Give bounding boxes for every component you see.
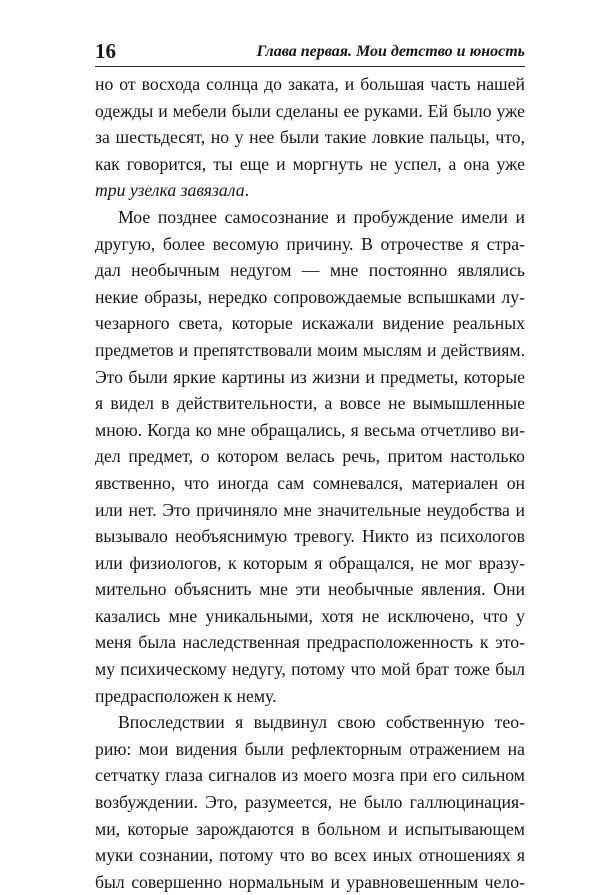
text-line: Это были яркие картины из жизни и предметы, которые: [95, 366, 525, 387]
text-line: некие образы, нередко сопровождаемые вспышками лу-: [95, 286, 525, 307]
paragraph-1: [95, 71, 525, 204]
text-line: явственно, что иногда сам сомневался, материален он: [95, 472, 525, 493]
text-line: или нет. Это причиняло мне значительные неудобства и: [95, 499, 525, 520]
text-line: Мое позднее самосознание и пробуждение имели и: [118, 206, 525, 227]
text-line: дел предмет, о котором велась речь, притом настолько: [95, 446, 525, 467]
text-line: за шестьдесят, но у нее были такие ловкие пальцы, что,: [95, 127, 525, 148]
text-line: или физиологов, к которым я обращался, не мог вразу-: [95, 552, 525, 573]
text-line: сетчатку глаза сигналов из моего мозга при его сильном: [95, 765, 525, 786]
text-line: но от восхода солнца до заката, и большая часть нашей: [95, 74, 525, 94]
text-line: чезарного света, которые искажали видение реальных: [95, 313, 525, 334]
text-line: меня была наследственная предрасположенность к это-: [95, 632, 525, 653]
text-line: другую, более весомую причину. В отрочестве я стра-: [95, 233, 525, 254]
text-line: муки сознании, потому что во всех иных отношениях я: [95, 845, 525, 866]
text-line: вызывало необъяснимую тревогу. Никто из психологов: [95, 526, 525, 547]
text-line: как говорится, ты еще и моргнуть не успел, а она уже: [95, 153, 525, 174]
text-line: я видел в действительности, а вовсе не вымышленные: [95, 393, 525, 414]
text-line: был совершенно нормальным и уравновешенным чело-: [95, 871, 525, 892]
paragraph-2: [95, 204, 525, 709]
text-line: му психическому недугу, потому что мой брат тоже был: [95, 659, 525, 680]
italic-phrase: три узелка завязала: [95, 180, 245, 201]
text-line: рию: мои видения были рефлекторным отражением на: [95, 738, 525, 759]
text-line: [95, 177, 525, 204]
text-line: мительно объяснить мне эти необычные явления. Они: [95, 579, 525, 600]
text-line: предметов и препятствовали моим мыслям и действиям.: [95, 339, 525, 360]
text-line: предрасположен к нему.: [95, 685, 277, 706]
text-line: мною. Когда ко мне обращались, я весьма отчетливо ви-: [95, 419, 525, 440]
running-head: Глава первая. Мои детство и юность: [256, 43, 525, 60]
header-rule: [95, 66, 525, 67]
text-line: одежды и мебели были сделаны ее руками. Ей было уже: [95, 100, 525, 121]
body-text: [95, 71, 525, 895]
page-number: 16: [95, 39, 116, 63]
page-header: [95, 38, 525, 64]
text-line: возбуждении. Это, разумеется, не было галлюцинация-: [95, 792, 525, 813]
paragraph-3: [95, 709, 525, 895]
punctuation: .: [244, 180, 249, 201]
text-line: Впоследствии я выдвинул свою собственную тео-: [118, 712, 525, 733]
text-line: казались мне уникальными, хотя не исключено, что у: [95, 605, 525, 626]
text-line: дал необычным недугом — мне постоянно являлись: [95, 260, 525, 281]
text-line: ми, которые зарождаются в больном и испытывающем: [95, 818, 525, 839]
